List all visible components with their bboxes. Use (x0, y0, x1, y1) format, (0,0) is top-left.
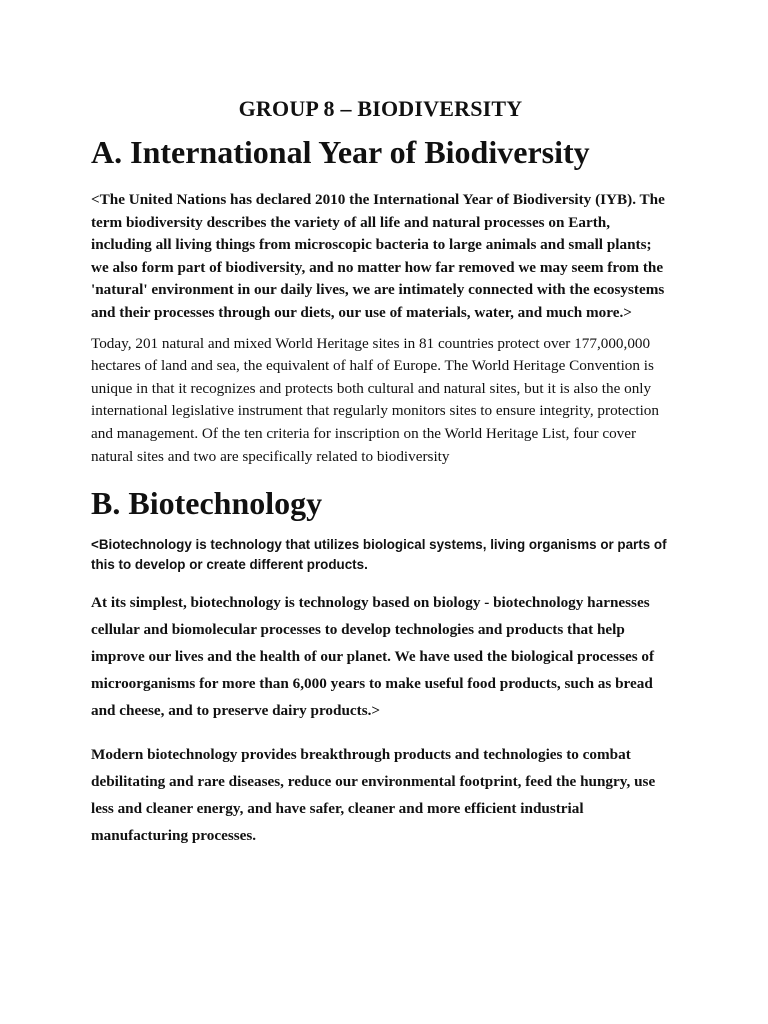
section-a-intro-paragraph: <The United Nations has declared 2010 the International Year of Biodiversity (IYB). The term biodiversity describes the variety of all life and natural processes on Earth, including all living things from microscopic bacteria to large animals and small plants; we also form part of biodiversity, and no matter how far removed we may seem from the 'natural' environment in our daily lives, we are intimately connected with the ecosystems and their processes through our diets, our use of materials, water, and much more.> (91, 191, 665, 321)
section-b-definition-paragraph: <Biotechnology is technology that utilizes biological systems, living organisms or parts of this to develop or create different products. (91, 537, 667, 573)
section-b-paragraph-2: Modern biotechnology provides breakthrough products and technologies to combat debilitating and rare diseases, reduce our environmental footprint, feed the hungry, use less and cleaner energy, and have safer, cleaner and more efficient industrial manufacturing processes. (91, 746, 656, 845)
section-a-body-paragraph: Today, 201 natural and mixed World Heritage sites in 81 countries protect over 177,000,000 hectares of land and sea, the equivalent of half of Europe. The World Heritage Convention is unique in that it recognizes and protects both cultural and natural sites, but it is also the only international legislative instrument that regularly monitors sites to ensure integrity, protection and management. Of the ten criteria for inscription on the World Heritage List, four cover natural sites and two are specifically related to biodiversity (91, 334, 659, 465)
section-b-heading: B. Biotechnology (91, 485, 323, 522)
section-a-heading: A. International Year of Biodiversity (91, 134, 590, 170)
section-international-year (91, 133, 670, 468)
page-title: GROUP 8 – BIODIVERSITY (238, 96, 523, 121)
section-b-paragraph-1: At its simplest, biotechnology is technology based on biology - biotechnology harnesses cellular and biomolecular processes to develop technologies and products that help improve our lives and the health of our planet. We have used the biological processes of microorganisms for more than 6,000 years to make useful food products, such as bread and cheese, and to preserve dairy products.> (91, 594, 655, 720)
section-biotechnology (91, 484, 670, 849)
